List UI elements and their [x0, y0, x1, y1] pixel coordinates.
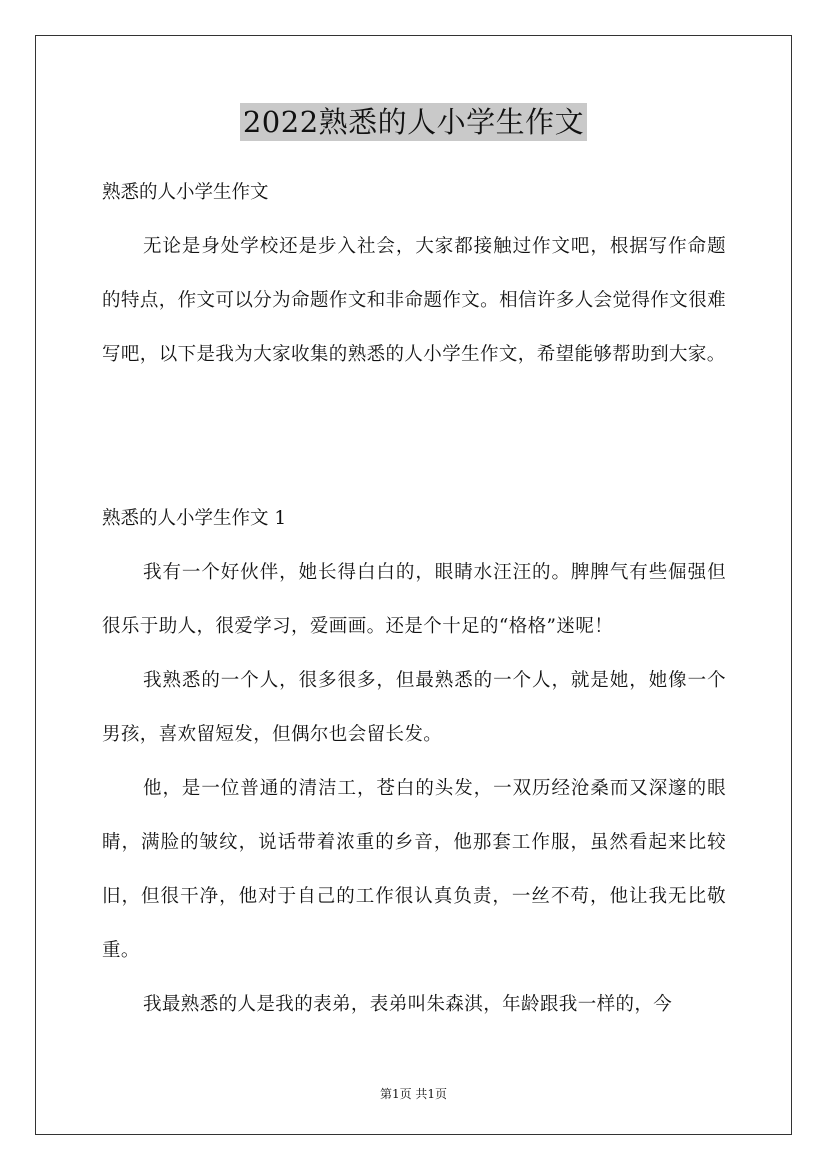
paragraph-3: 他，是一位普通的清洁工，苍白的头发，一双历经沧桑而又深邃的眼睛，满脸的皱纹，说话带着浓重的乡音，他那套工作服，虽然看起来比较旧，但很干净，他对于自己的工作很认真负责，一丝不苟，他让我无比敬重。 [102, 778, 726, 961]
paragraph-2: 我熟悉的一个人，很多很多，但最熟悉的一个人，就是她，她像一个男孩，喜欢留短发，但偶尔也会留长发。 [102, 670, 726, 745]
paragraph-4: 我最熟悉的人是我的表弟，表弟叫朱森淇，年龄跟我一样的，今 [143, 994, 673, 1015]
intro-paragraph: 无论是身处学校还是步入社会，大家都接触过作文吧，根据写作命题的特点，作文可以分为命题作文和非命题作文。相信许多人会觉得作文很难写吧，以下是我为大家收集的熟悉的人小学生作文，希望能够帮助到大家。 [102, 236, 726, 365]
paragraph-1: 我有一个好伙伴，她长得白白的，眼睛水汪汪的。脾脾气有些倔强但很乐于助人，很爱学习，爱画画。还是个十足的“格格”迷呢！ [102, 562, 726, 637]
subtitle: 熟悉的人小学生作文 [102, 182, 269, 203]
document-title: 2022熟悉的人小学生作文 [240, 103, 587, 141]
page-number-footer: 第1页 共1页 [379, 1087, 448, 1101]
section-heading: 熟悉的人小学生作文 1 [102, 508, 287, 529]
title-container [0, 103, 827, 141]
